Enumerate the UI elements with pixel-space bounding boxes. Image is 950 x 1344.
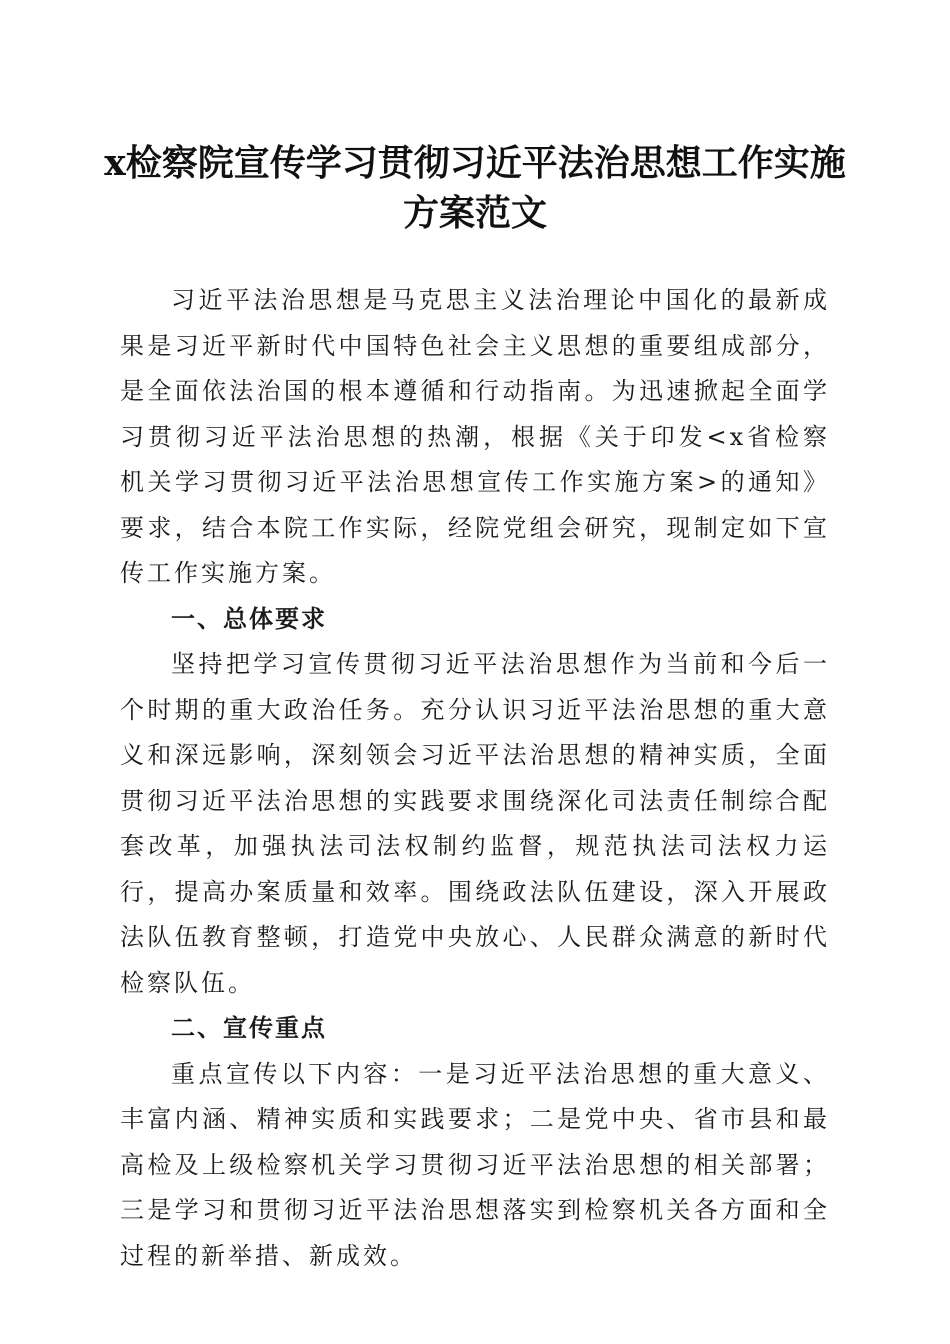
document-body <box>120 278 830 1279</box>
section-heading-publicity-focus: 二、宣传重点 <box>171 1014 327 1042</box>
section-heading-overall-requirements: 一、总体要求 <box>171 604 327 633</box>
intro-paragraph: 习近平法治思想是马克思主义法治理论中国化的最新成果是习近平新时代中国特色社会主义思想的重要组成部分，是全面依法治国的根本遵循和行动指南。为迅速掀起全面学习贯彻习近平法治思想的热潮，根据《关于印发<x省检察机关学习贯彻习近平法治思想宣传工作实施方案>的通知》要求，结合本院工作实际，经院党组会研究，现制定如下宣传工作实施方案。 <box>120 286 830 587</box>
section-paragraph-publicity-focus: 重点宣传以下内容：一是习近平法治思想的重大意义、丰富内涵、精神实质和实践要求；二是党中央、省市县和最高检及上级检察机关学习贯彻习近平法治思想的相关部署；三是学习和贯彻习近平法治思想落实到检察机关各方面和全过程的新举措、新成效。 <box>120 1059 830 1270</box>
document-title: x检察院宣传学习贯彻习近平法治思想工作实施方案范文 <box>104 142 846 234</box>
section-paragraph-overall-requirements: 坚持把学习宣传贯彻习近平法治思想作为当前和今后一个时期的重大政治任务。充分认识习近平法治思想的重大意义和深远影响，深刻领会习近平法治思想的精神实质，全面贯彻习近平法治思想的实践要求围绕深化司法责任制综合配套改革，加强执法司法权制约监督，规范执法司法权力运行，提高办案质量和效率。围绕政法队伍建设，深入开展政法队伍教育整顿，打造党中央放心、人民群众满意的新时代检察队伍。 <box>120 650 830 997</box>
